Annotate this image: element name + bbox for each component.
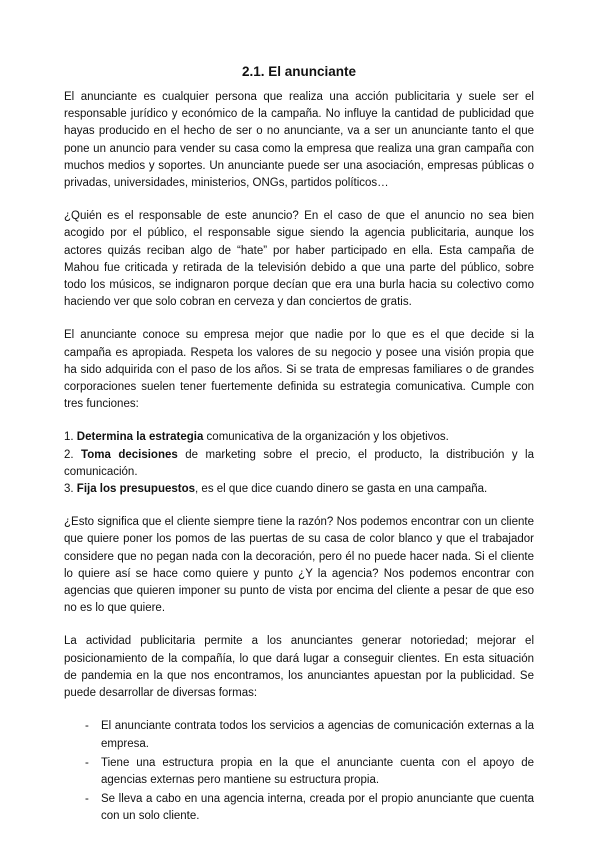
paragraph-responsible: ¿Quién es el responsable de este anuncio? En el caso de que el anuncio no sea bien acogido por el público, el responsable sigue siendo la agencia publicitaria, aunque los actores quizás reciban algo de “hate” por haber participado en ella. Esta campaña de Mahou fue criticada y retirada de la televisión debido a que una parte del público, sobre todo los músicos, se indignaron porque decían que era una burla hacia su colectivo como haciendo ver que solo cobran en cerveza y dan conciertos de gratis. <box>64 210 534 309</box>
dash-marker: - <box>85 793 89 806</box>
function-item-2 <box>64 447 534 481</box>
section-title: 2.1. El anunciante <box>241 64 357 79</box>
list-item-text: Se lleva a cabo en una agencia interna, creada por el propio anunciante que cuenta con un solo cliente. <box>101 793 534 823</box>
list-item <box>64 791 534 825</box>
paragraph-definition: El anunciante es cualquier persona que realiza una acción publicitaria y suele ser el responsable jurídico y económico de la campaña. No influye la cantidad de publicidad que hayas producido en el hecho de ser o no anunciante, va a ser un anunciante tanto el que pone un anuncio para vender su casa como la empresa que realiza una gran campaña con muchos medios y soportes. Un anunciante puede ser una asociación, empresas públicas o privadas, universidades, ministerios, ONGs, partidos políticos… <box>64 91 534 190</box>
dash-marker: - <box>85 720 89 733</box>
document-page <box>64 62 534 828</box>
list-item-text: El anunciante contrata todos los servicios a agencias de comunicación externas a la empresa. <box>101 720 534 750</box>
list-item <box>64 755 534 789</box>
function-number: 2. <box>64 448 82 461</box>
function-text: comunicativa de la organización y los objetivos. <box>203 431 449 444</box>
list-item <box>64 718 534 752</box>
forms-list <box>64 718 534 825</box>
function-number: 1. <box>64 431 77 444</box>
function-bold: Determina la estrategia <box>76 431 204 444</box>
function-item-3 <box>64 481 534 498</box>
functions-list <box>64 429 534 498</box>
function-bold: Fija los presupuestos <box>76 483 196 496</box>
function-text: , es el que dice cuando dinero se gasta en una campaña. <box>195 483 488 496</box>
function-text: de marketing sobre el precio, el producto, la distribución y la comunicación. <box>64 448 534 478</box>
function-bold: Toma decisiones <box>81 448 178 461</box>
paragraph-client-right: ¿Esto significa que el cliente siempre tiene la razón? Nos podemos encontrar con un cliente que quiere poner los pomos de las puertas de su casa de color blanco y que el trabajador considere que no pegan nada con la decoración, pero él no puede hacer nada. Si el cliente lo quiere así se hace como quiere y punto ¿Y la agencia? Nos podemos encontrar con agencias que quieren imponer su punto de vista por encima del cliente a pesar de que eso no es lo que quiere. <box>64 516 534 615</box>
paragraph-advertising-activity: La actividad publicitaria permite a los anunciantes generar notoriedad; mejorar el posicionamiento de la compañía, lo que dará lugar a conseguir clientes. En esta situación de pandemia en la que nos encontramos, los anunciantes apuestan por la publicidad. Se puede desarrollar de diversas formas: <box>64 635 534 700</box>
paragraph-knowledge: El anunciante conoce su empresa mejor que nadie por lo que es el que decide si la campaña es apropiada. Respeta los valores de su negocio y posee una visión propia que ha sido adquirida con el paso de los años. Si se trata de empresas familiares o de grandes corporaciones suelen tener fuertemente definida su estrategia comunicativa. Cumple con tres funciones: <box>64 329 534 411</box>
function-number: 3. <box>64 483 77 496</box>
dash-marker: - <box>85 756 89 769</box>
function-item-1 <box>64 429 534 446</box>
list-item-text: Tiene una estructura propia en la que el anunciante cuenta con el apoyo de agencias externas pero mantiene su estructura propia. <box>101 756 534 786</box>
